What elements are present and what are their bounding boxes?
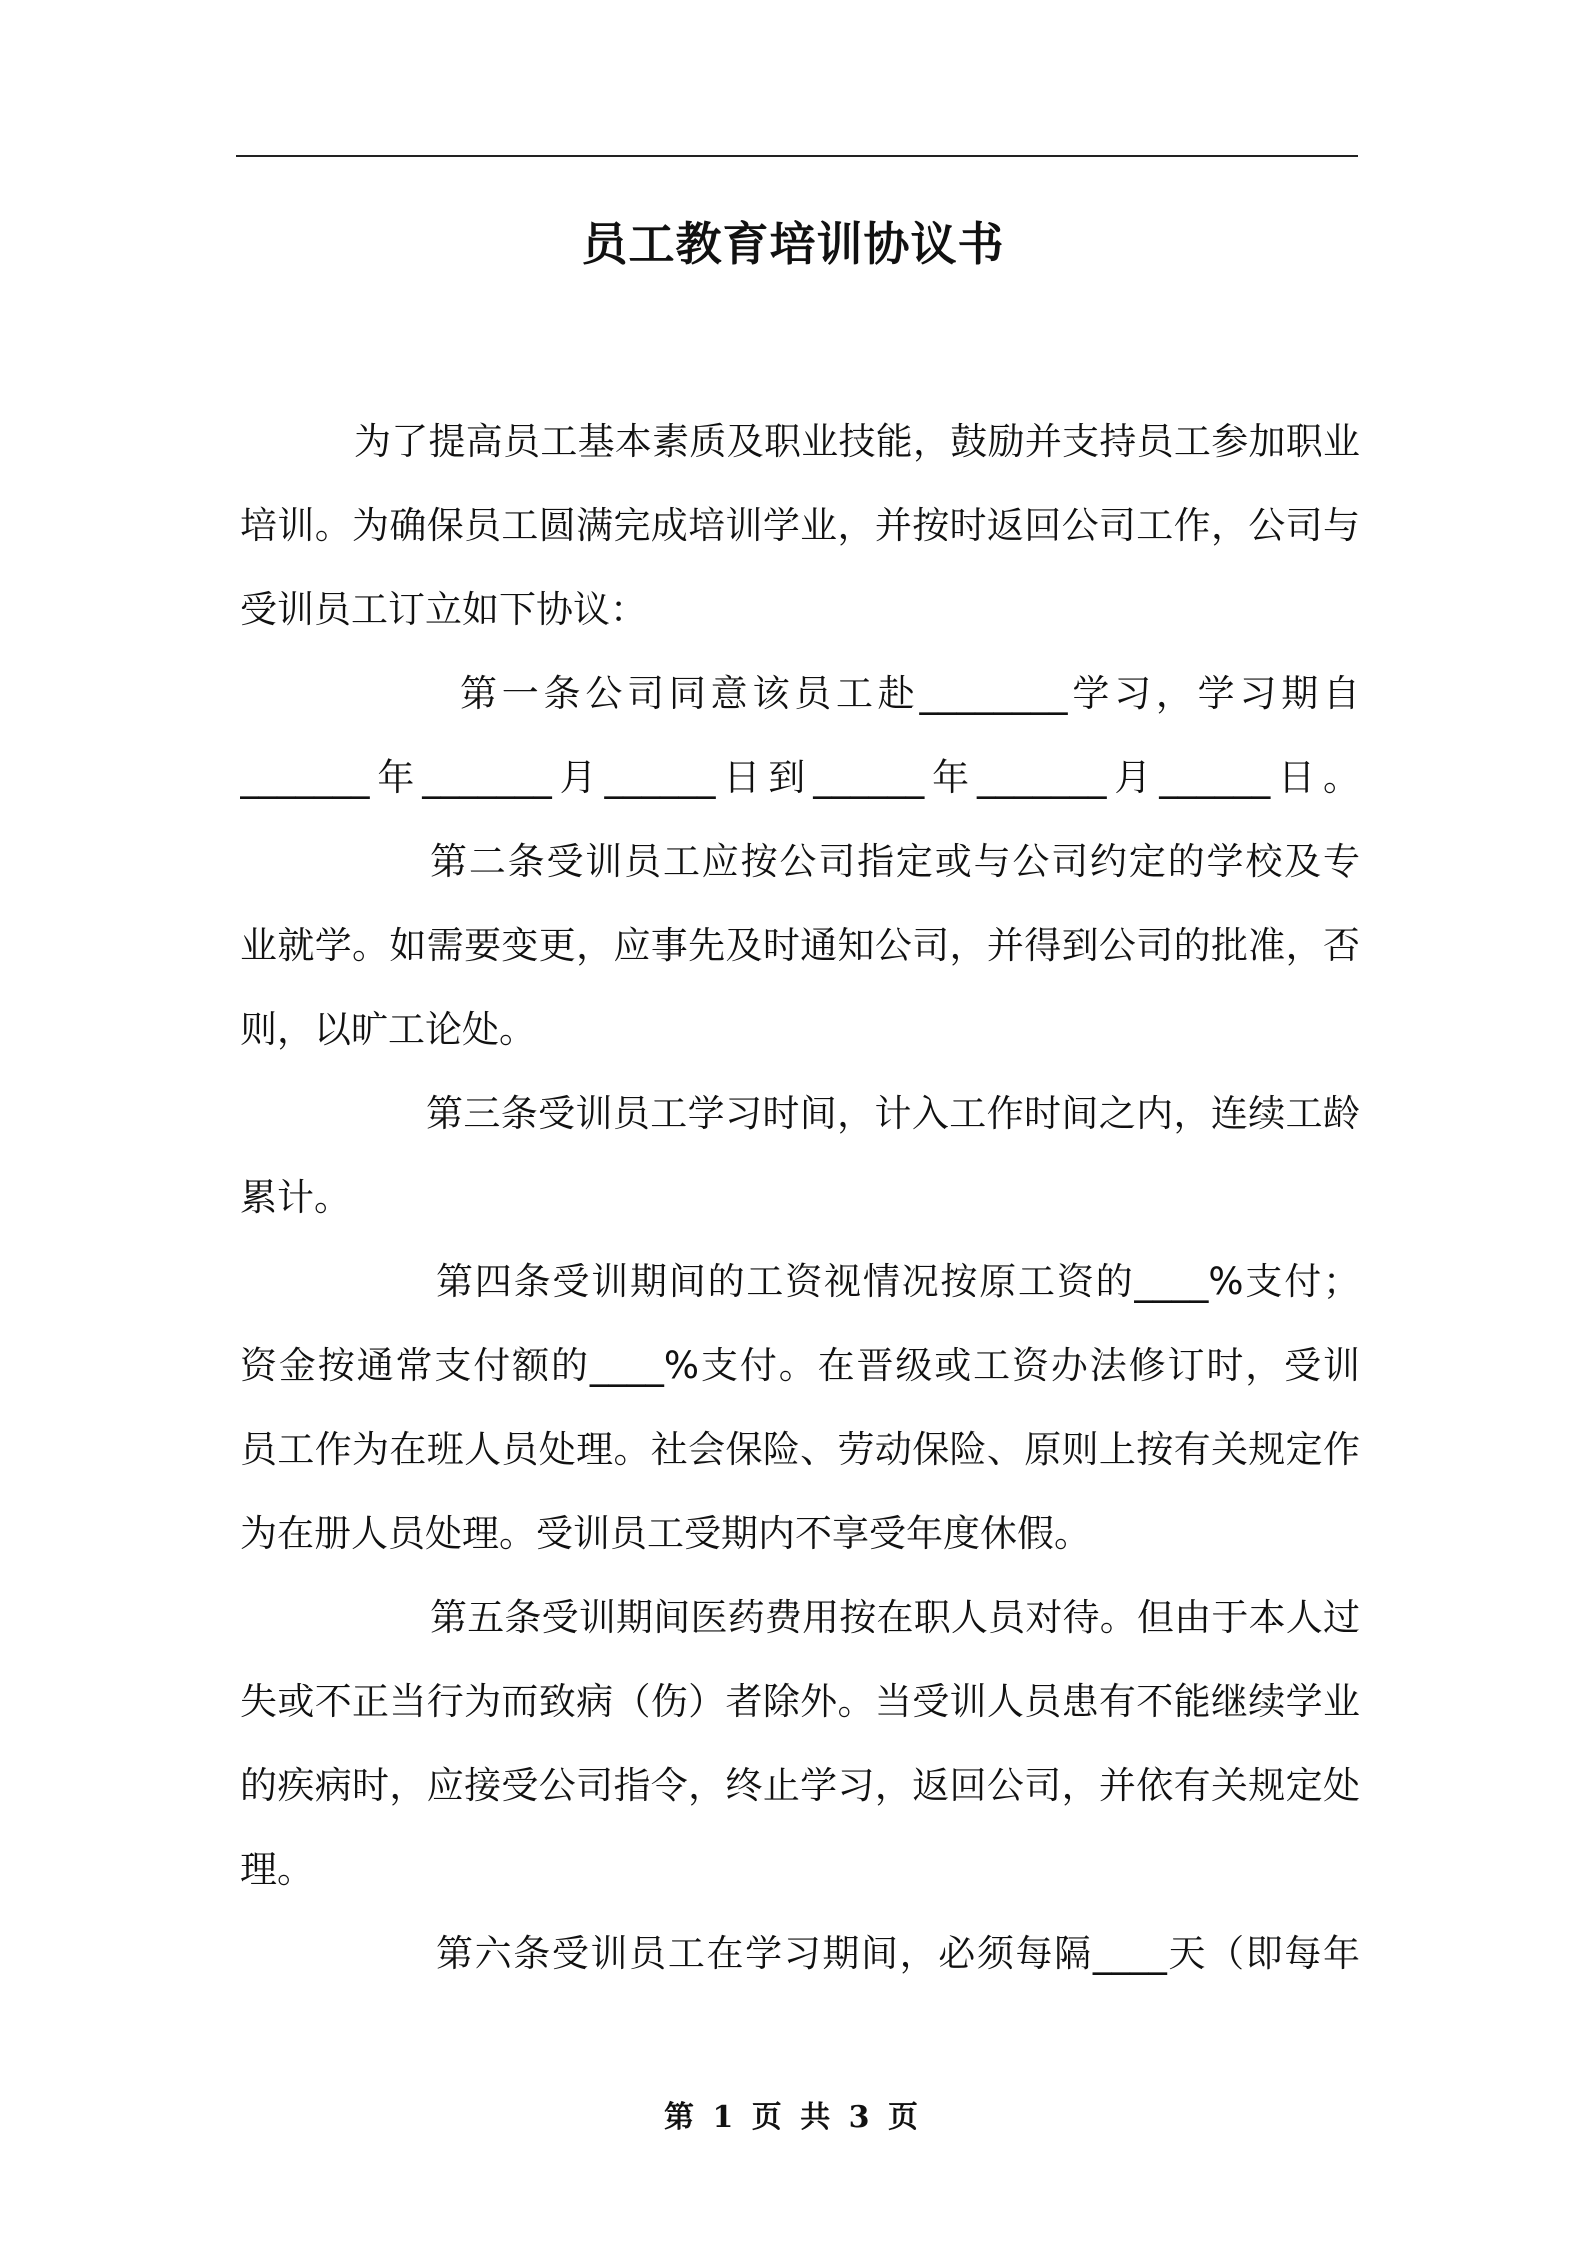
page-number-footer: 第 1 页 共 3 页	[664, 2100, 922, 2135]
paragraph-line: 累计。	[240, 1176, 351, 1219]
paragraph-line: 第三条受训员工学习时间，计入工作时间之内，连续工龄	[426, 1092, 1360, 1135]
document-title: 员工教育培训协议书	[581, 217, 1005, 271]
paragraph-line: 失或不正当行为而致病（伤）者除外。当受训人员患有不能继续学业	[240, 1680, 1360, 1723]
paragraph-line: 第六条受训员工在学习期间，必须每隔____天（即每年	[436, 1932, 1360, 1975]
paragraph-line: 第五条受训期间医药费用按在职人员对待。但由于本人过	[430, 1596, 1360, 1639]
paragraph-line: 第一条公司同意该员工赴________学习，学习期自	[460, 672, 1360, 715]
paragraph-line: 业就学。如需要变更，应事先及时通知公司，并得到公司的批准，否	[240, 924, 1360, 967]
paragraph-line: 资金按通常支付额的____%支付。在晋级或工资办法修订时，受训	[240, 1344, 1360, 1387]
paragraph-line: 为在册人员处理。受训员工受期内不享受年度休假。	[240, 1512, 1091, 1555]
paragraph-line: 培训。为确保员工圆满完成培训学业，并按时返回公司工作，公司与	[240, 504, 1360, 547]
paragraph-line: 为了提高员工基本素质及职业技能，鼓励并支持员工参加职业	[354, 420, 1360, 463]
paragraph-line: 第四条受训期间的工资视情况按原工资的____%支付；	[436, 1260, 1360, 1303]
paragraph-line: 理。	[240, 1848, 314, 1891]
paragraph-line: 的疾病时，应接受公司指令，终止学习，返回公司，并依有关规定处	[240, 1764, 1360, 1807]
paragraph-line: 员工作为在班人员处理。社会保险、劳动保险、原则上按有关规定作	[240, 1428, 1360, 1471]
header-rule	[236, 155, 1358, 157]
document-body	[240, 400, 1360, 1996]
paragraph-line: 第二条受训员工应按公司指定或与公司约定的学校及专	[430, 840, 1360, 883]
paragraph-line: 则，以旷工论处。	[240, 1008, 536, 1051]
paragraph-line: 受训员工订立如下协议：	[240, 588, 647, 631]
paragraph-line: _______年_______月______日到______年_______月______日。	[240, 756, 1360, 799]
